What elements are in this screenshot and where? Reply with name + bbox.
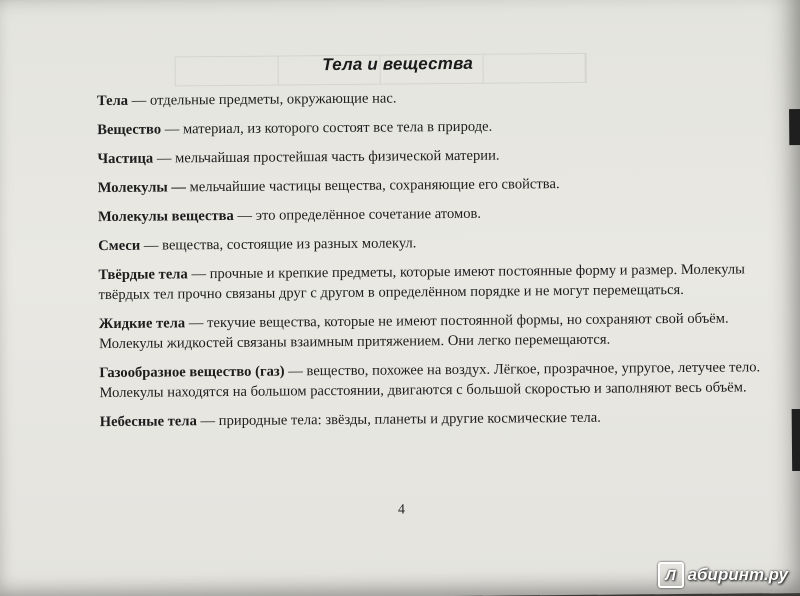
definition-smesi — [98, 230, 760, 256]
definition: — материал, из которого состоят все тела в природе. — [161, 118, 493, 138]
labirint-logo-icon: Л — [658, 562, 684, 588]
definition: — прочные и крепкие предметы, которые имеют постоянные форму и размер. Молекулы твёрдых тел прочно связаны друг с другом в определённом порядке и не могут перемещаться. — [98, 261, 746, 304]
definition: — вещество, похожее на воздух. Лёгкое, прозрачное, упругое, летучее тело. Молекулы находятся на большом расстоянии, двигаются с большой скоростью и заполняют весь объём. — [99, 359, 761, 402]
term: Молекулы — — [97, 179, 187, 197]
term: Молекулы вещества — [97, 207, 234, 226]
watermark-text: абиринт.ру — [687, 565, 788, 584]
page-title: Тела и вещества — [322, 53, 474, 75]
definition: мельчайшие частицы вещества, сохраняющие его свойства. — [185, 176, 560, 196]
term: Вещество — [97, 121, 162, 139]
term: Жидкие тела — [98, 315, 186, 333]
definition-chastitsa — [97, 143, 759, 169]
definition: — отдельные предметы, окружающие нас. — [127, 90, 397, 109]
term: Смеси — [98, 237, 141, 255]
term: Небесные тела — [99, 413, 197, 431]
definition: — это определённое сочетание атомов. — [233, 205, 482, 224]
term: Твёрдые тела — [98, 266, 188, 284]
definition-tela — [97, 85, 759, 111]
definition-zhidkie-tela — [99, 308, 761, 354]
definition-nebesnye-tela — [100, 406, 762, 432]
definition: — текучие вещества, которые не имеют постоянной формы, но сохраняют свой объём. Молекулы жидкостей связаны взаимным притяжением. Они легко перемещаются. — [98, 310, 729, 353]
definition: — вещества, состоящие из разных молекул. — [140, 235, 417, 254]
site-watermark — [658, 562, 788, 588]
definition-molekuly-veshchestva — [98, 201, 760, 227]
definition: — природные тела: звёзды, планеты и другие космические тела. — [196, 409, 601, 430]
term: Тела — [96, 92, 129, 110]
page-edge-tab — [789, 109, 800, 145]
term: Газообразное вещество (газ) — [99, 363, 285, 382]
definition-veshchestvo — [97, 114, 759, 140]
definition-tverdye-tela — [98, 259, 760, 305]
definition: — мельчайшая простейшая часть физической материи. — [153, 147, 500, 167]
definition-molekuly — [98, 172, 760, 198]
term: Частица — [97, 150, 154, 168]
page-number: 4 — [397, 502, 406, 518]
definition-gaz — [99, 357, 761, 403]
definitions-list — [97, 85, 762, 441]
page-edge-tab — [792, 409, 800, 471]
